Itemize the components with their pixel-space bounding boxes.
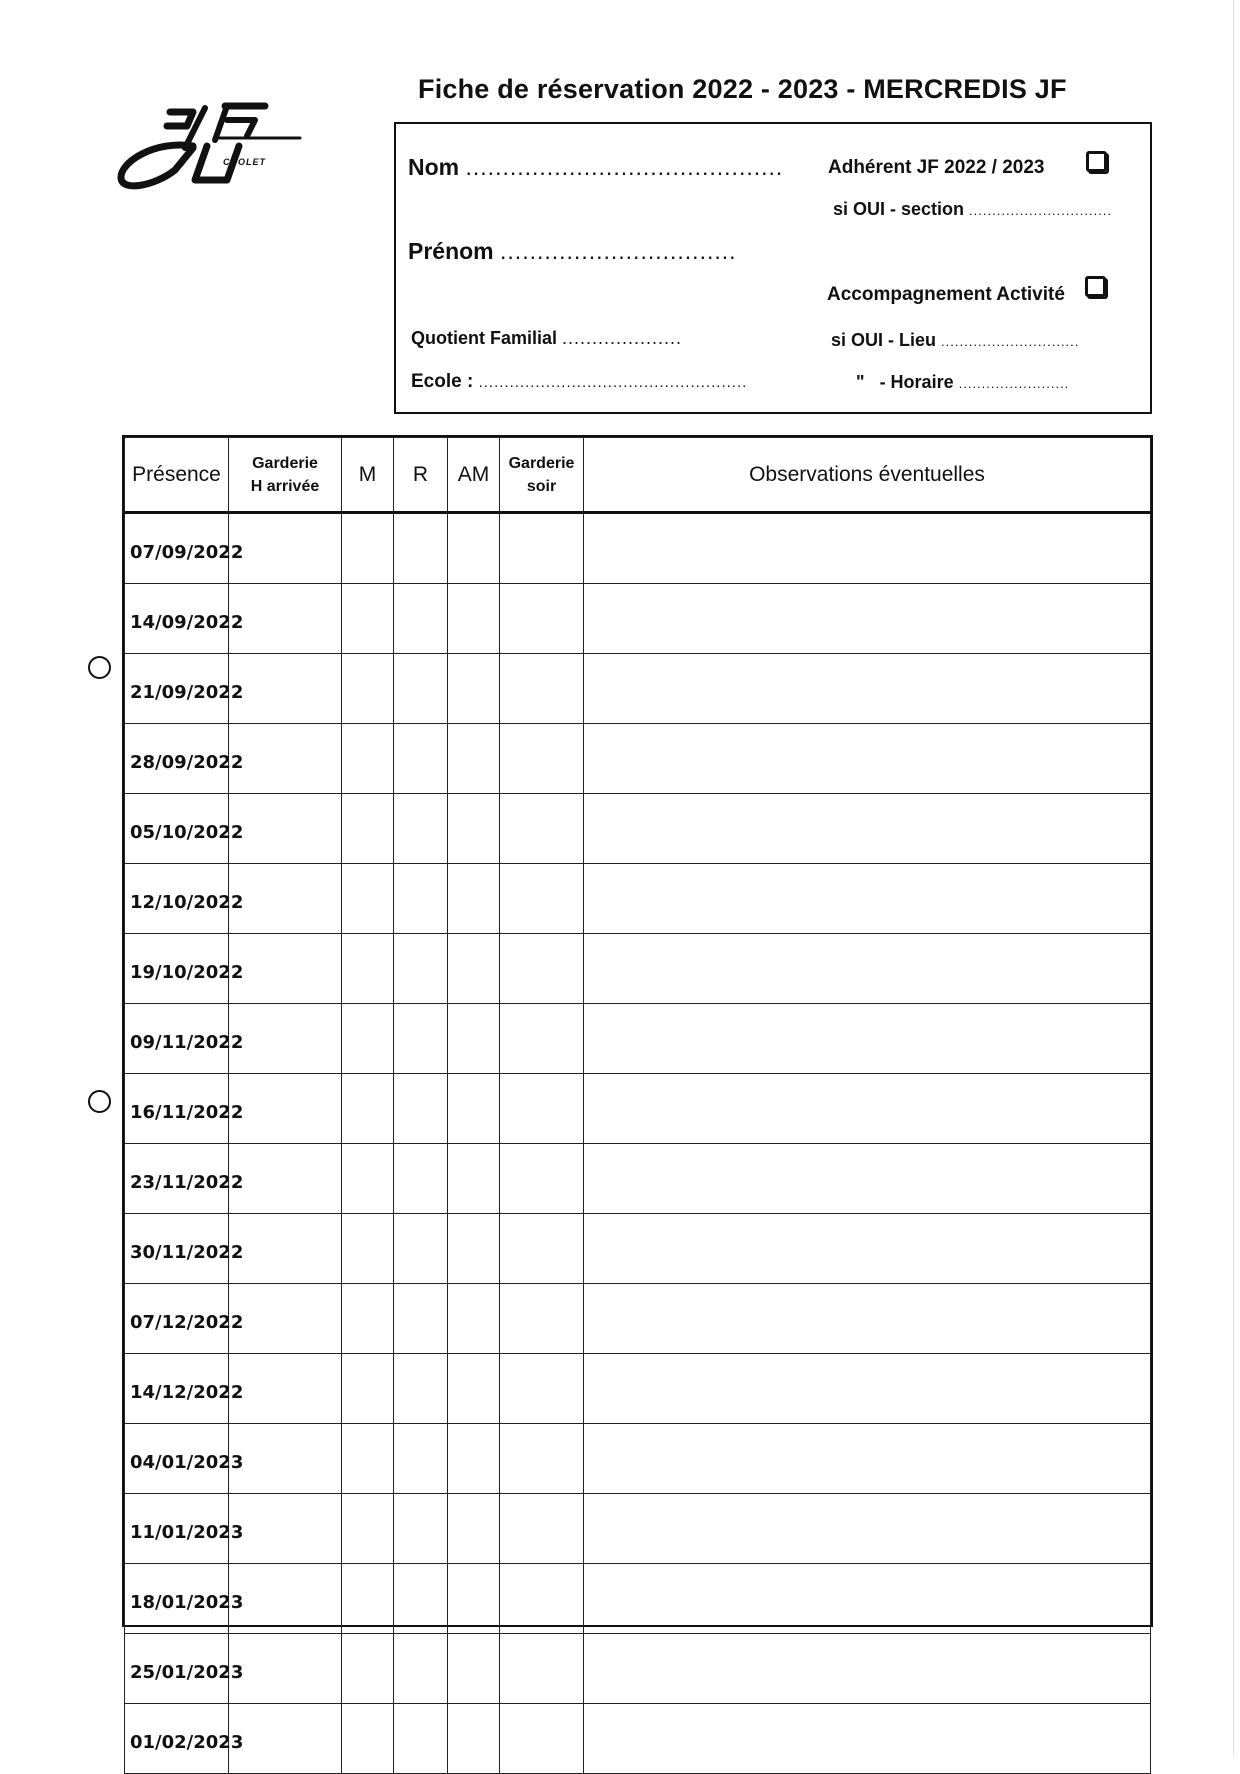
section-dots: ............................... [969,203,1113,218]
accompagnement-checkbox[interactable] [1085,276,1106,297]
am-cell[interactable] [448,1144,500,1214]
table-row [125,1354,1151,1424]
am-cell[interactable] [448,654,500,724]
table-row [125,1004,1151,1074]
garderie-arrivee-cell[interactable] [229,1424,342,1494]
garderie-arrivee-cell[interactable] [229,1074,342,1144]
m-cell[interactable] [342,584,394,654]
am-cell[interactable] [448,1354,500,1424]
garderie-soir-cell[interactable] [500,934,584,1004]
header-garderie-soir-line2: soir [526,477,557,495]
r-cell[interactable] [394,1004,448,1074]
date-cell: 07/09/2022 [125,513,229,584]
date-cell: 14/09/2022 [125,584,229,654]
am-cell[interactable] [448,724,500,794]
garderie-soir-cell[interactable] [500,1004,584,1074]
header-presence: Présence [125,438,229,513]
table-row [125,1074,1151,1144]
garderie-arrivee-cell[interactable] [229,1144,342,1214]
am-cell[interactable] [448,1424,500,1494]
garderie-arrivee-cell[interactable] [229,1704,342,1774]
garderie-soir-cell[interactable] [500,513,584,584]
observations-cell[interactable] [584,724,1151,794]
m-cell[interactable] [342,1704,394,1774]
ecole-dots: .................................................... [478,374,748,391]
lieu-label: si OUI - Lieu [831,330,937,350]
r-cell[interactable] [394,584,448,654]
m-cell[interactable] [342,1634,394,1704]
header-garderie-arrivee-line1: Garderie [252,454,318,472]
header-garderie-soir-line1: Garderie [508,454,575,472]
r-cell[interactable] [394,1494,448,1564]
table-row [125,794,1151,864]
m-cell[interactable] [342,724,394,794]
nom-label: Nom [408,154,460,180]
garderie-arrivee-cell[interactable] [229,584,342,654]
date-cell: 07/12/2022 [125,1284,229,1354]
table-row [125,1424,1151,1494]
date-cell: 11/01/2023 [125,1494,229,1564]
garderie-soir-cell[interactable] [500,1144,584,1214]
am-cell[interactable] [448,513,500,584]
section-label: si OUI - section [833,199,965,219]
garderie-soir-cell[interactable] [500,1284,584,1354]
garderie-arrivee-cell[interactable] [229,1284,342,1354]
garderie-soir-cell[interactable] [500,1494,584,1564]
table-row [125,1634,1151,1704]
table-row [125,584,1151,654]
r-cell[interactable] [394,934,448,1004]
am-cell[interactable] [448,1704,500,1774]
table-row [125,1704,1151,1774]
observations-cell[interactable] [584,1634,1151,1704]
table-row [125,864,1151,934]
date-cell: 12/10/2022 [125,864,229,934]
margin-circle-mark [88,656,111,679]
r-cell[interactable] [394,1424,448,1494]
m-cell[interactable] [342,1144,394,1214]
header-r: R [394,438,448,513]
adherent-label: Adhérent JF 2022 / 2023 [828,157,1045,178]
page-title: Fiche de réservation 2022 - 2023 - MERCREDIS JF [418,74,1067,104]
garderie-arrivee-cell[interactable] [229,1214,342,1284]
date-cell: 30/11/2022 [125,1214,229,1284]
header-m: M [342,438,394,513]
garderie-soir-cell[interactable] [500,1214,584,1284]
ecole-label: Ecole : [411,371,474,392]
garderie-arrivee-cell[interactable] [229,1634,342,1704]
page-edge-shadow [1233,0,1234,1755]
garderie-arrivee-cell[interactable] [229,794,342,864]
am-cell[interactable] [448,864,500,934]
garderie-arrivee-cell[interactable] [229,1564,342,1634]
date-cell: 14/12/2022 [125,1354,229,1424]
m-cell[interactable] [342,934,394,1004]
lieu-field[interactable] [831,330,1079,351]
observations-cell[interactable] [584,1494,1151,1564]
header-garderie-arrivee-line2: H arrivée [250,477,320,495]
lieu-dots: .............................. [941,334,1080,349]
date-cell: 19/10/2022 [125,934,229,1004]
am-cell[interactable] [448,1564,500,1634]
date-cell: 18/01/2023 [125,1564,229,1634]
r-cell[interactable] [394,864,448,934]
m-cell[interactable] [342,1284,394,1354]
garderie-arrivee-cell[interactable] [229,1494,342,1564]
r-cell[interactable] [394,654,448,724]
r-cell[interactable] [394,724,448,794]
observations-cell[interactable] [584,934,1151,1004]
garderie-soir-cell[interactable] [500,1354,584,1424]
personal-info-box [394,122,1152,414]
m-cell[interactable] [342,1354,394,1424]
date-cell: 05/10/2022 [125,794,229,864]
observations-cell[interactable] [584,1144,1151,1214]
garderie-soir-cell[interactable] [500,1424,584,1494]
observations-cell[interactable] [584,513,1151,584]
date-cell: 25/01/2023 [125,1634,229,1704]
observations-cell[interactable] [584,1214,1151,1284]
m-cell[interactable] [342,513,394,584]
am-cell[interactable] [448,1004,500,1074]
garderie-soir-cell[interactable] [500,864,584,934]
logo-city-text: CHOLET [223,157,266,167]
r-cell[interactable] [394,1144,448,1214]
r-cell[interactable] [394,794,448,864]
table-row [125,1564,1151,1634]
garderie-arrivee-cell[interactable] [229,1354,342,1424]
quotient-label: Quotient Familial [411,328,558,348]
date-cell: 04/01/2023 [125,1424,229,1494]
date-cell: 09/11/2022 [125,1004,229,1074]
date-cell: 16/11/2022 [125,1074,229,1144]
prenom-field[interactable] [408,238,737,265]
garderie-soir-cell[interactable] [500,584,584,654]
am-cell[interactable] [448,1634,500,1704]
horaire-field[interactable] [856,372,1069,393]
r-cell[interactable] [394,1074,448,1144]
observations-cell[interactable] [584,1074,1151,1144]
table-row [125,1214,1151,1284]
garderie-arrivee-cell[interactable] [229,1004,342,1074]
observations-cell[interactable] [584,1284,1151,1354]
am-cell[interactable] [448,1494,500,1564]
adherent-checkbox[interactable] [1086,151,1107,172]
m-cell[interactable] [342,864,394,934]
am-cell[interactable] [448,934,500,1004]
observations-cell[interactable] [584,654,1151,724]
header-observations: Observations éventuelles [584,438,1151,513]
nom-dots: ........................................... [465,154,784,180]
garderie-soir-cell[interactable] [500,724,584,794]
garderie-soir-cell[interactable] [500,654,584,724]
r-cell[interactable] [394,1214,448,1284]
date-cell: 23/11/2022 [125,1144,229,1214]
section-field[interactable] [833,199,1112,220]
observations-cell[interactable] [584,1354,1151,1424]
header-garderie-soir [500,438,584,513]
m-cell[interactable] [342,1074,394,1144]
table-row [125,654,1151,724]
table-row [125,513,1151,584]
observations-cell[interactable] [584,584,1151,654]
m-cell[interactable] [342,1494,394,1564]
observations-cell[interactable] [584,1704,1151,1774]
am-cell[interactable] [448,1214,500,1284]
table-header-row [125,438,1151,513]
quotient-field[interactable] [411,328,682,349]
accompagnement-label: Accompagnement Activité [827,284,1065,305]
garderie-soir-cell[interactable] [500,1634,584,1704]
margin-circle-mark [88,1090,111,1113]
garderie-soir-cell[interactable] [500,1704,584,1774]
m-cell[interactable] [342,1004,394,1074]
m-cell[interactable] [342,654,394,724]
am-cell[interactable] [448,794,500,864]
horaire-ditto: " [856,372,865,392]
r-cell[interactable] [394,1354,448,1424]
table-row [125,724,1151,794]
header-garderie-arrivee [229,438,342,513]
r-cell[interactable] [394,513,448,584]
table-row [125,1144,1151,1214]
jf-cholet-logo [115,100,310,195]
reservation-table-frame [122,435,1153,1753]
nom-field[interactable] [408,154,783,181]
garderie-soir-cell[interactable] [500,794,584,864]
m-cell[interactable] [342,1214,394,1284]
observations-cell[interactable] [584,864,1151,934]
prenom-dots: ................................ [500,238,737,264]
date-cell: 21/09/2022 [125,654,229,724]
garderie-arrivee-cell[interactable] [229,934,342,1004]
observations-cell[interactable] [584,1424,1151,1494]
garderie-arrivee-cell[interactable] [229,864,342,934]
garderie-soir-cell[interactable] [500,1074,584,1144]
m-cell[interactable] [342,1424,394,1494]
r-cell[interactable] [394,1704,448,1774]
ecole-field[interactable] [411,371,747,393]
am-cell[interactable] [448,584,500,654]
m-cell[interactable] [342,794,394,864]
header-am: AM [448,438,500,513]
table-row [125,1284,1151,1354]
table-row [125,934,1151,1004]
garderie-soir-cell[interactable] [500,1564,584,1634]
r-cell[interactable] [394,1634,448,1704]
observations-cell[interactable] [584,1004,1151,1074]
m-cell[interactable] [342,1564,394,1634]
garderie-arrivee-cell[interactable] [229,513,342,584]
garderie-arrivee-cell[interactable] [229,654,342,724]
horaire-dots: ........................ [958,376,1070,391]
r-cell[interactable] [394,1564,448,1634]
date-cell: 28/09/2022 [125,724,229,794]
garderie-arrivee-cell[interactable] [229,724,342,794]
quotient-dots: .................... [562,328,683,348]
am-cell[interactable] [448,1074,500,1144]
am-cell[interactable] [448,1284,500,1354]
horaire-label: - Horaire [879,372,954,392]
observations-cell[interactable] [584,794,1151,864]
table-row [125,1494,1151,1564]
observations-cell[interactable] [584,1564,1151,1634]
reservation-table [124,437,1151,1774]
prenom-label: Prénom [408,238,494,264]
r-cell[interactable] [394,1284,448,1354]
date-cell: 01/02/2023 [125,1704,229,1774]
